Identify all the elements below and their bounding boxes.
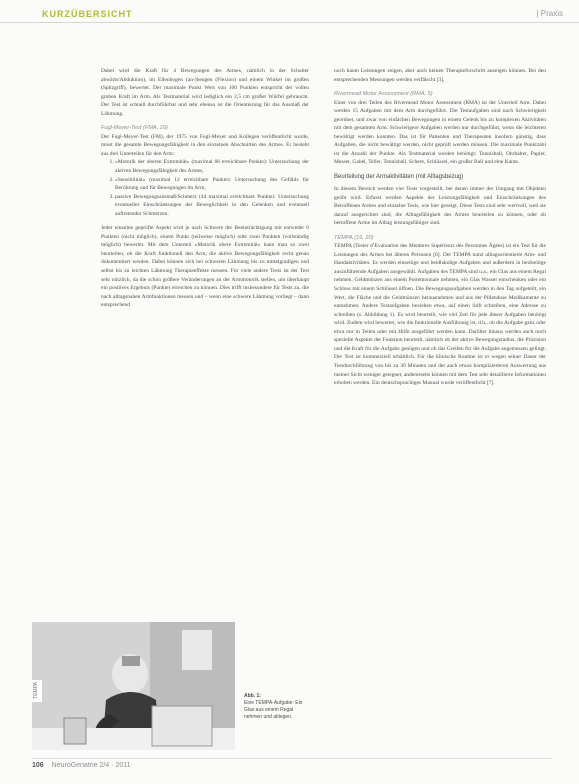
- list-item: 3. passive Bewegungsausmaß/Schmerz (44 maximal erreichbare Punkte): Untersuchung eventueller Einschränkungen der Beweglichkeit in den Gelenken und eventuell auftretender Schmerzen.: [115, 193, 309, 219]
- page-footer: [32, 762, 131, 769]
- figure-caption: [244, 693, 306, 721]
- left-paragraph-3: Jeder einzelne geprüfte Aspekt wird je nach Schwere der Beeinträchtigung mit entweder 0 Punkten (nicht möglich), einem Punkt (teilweise möglich) oder zwei Punkten (vollständig möglich) bewertet. Mit dem Unterteil »Motorik obere Extremität« kann man so zwei beurteilen, ob die Kraft funktionell den Arm, die aktive Bewegungsfähigkeit recht genau dokumentiert werden. Dabei können sich bei schweren Lähmung bis zu mittelgradigen und selbst bis zu leichten Lähmung Therapieeffekte messen. Für viele andere Tests ist der Test sehr nützlich, da die schon größere Veränderungen an der Armmotorik stellen, um überhaupt ein positives Ergebnis (Punkte) erreichen zu können. Dies trifft insbesondere für Tests zu, die nach alltagsnahen Armfunktionen messen und – wenn eine schwere Lähmung vorliegt – dann entsprechend: [101, 225, 309, 309]
- section-label: | Praxis: [536, 9, 563, 18]
- photo-illustration: [32, 622, 235, 750]
- list-item: 2. »Sensibilität« (maximal 12 erreichbare Punkte): Untersuchung des Gefühls für Berührung und für Bewegungen im Arm,: [115, 176, 309, 193]
- header-divider: [0, 22, 579, 23]
- left-paragraph-2: Der Fugl-Meyer-Test (FM), der 1975 von Fugl-Meyer und Kollegen veröffentlicht wurde, misst die gesamte Bewegungsfähigkeit in den einzelnen Abschnitten des Armes. Er besteht aus drei Unterteilen für den Arm:: [101, 133, 309, 157]
- photo-side-text: TEMPA: [33, 682, 39, 699]
- page-number: 106: [32, 762, 44, 769]
- journal-name: NeuroGeriatrie 2/4 · 2011: [51, 762, 131, 769]
- right-paragraph-2: Einer von drei Teilen des Rivermead Motor Assessment (RMA) ist der Unterteil Arm. Dabei werden 15 Aufgaben mit dem Arm durchgeführt. Die Testaufgaben sind nach Schwierigkeit geordnet, und zwar von einfachen Bewegungen in einem Gelenk bis zu komplexen Aktivitäten mit dem gesamten Arm. Schwierigere Aufgaben werden nur durchgeführt, wenn die leichteren bewältigt werden konnten. Das ist für Patienten und Therapeuten insofern günstig, dass Aufgaben, die nicht bewältigt werden, nicht geprüft werden müssen. Die maximale Punktzahl ist die Anzahl der Punkte. Als Testmaterial werden benötigt: Tennisball, Ohrhalter, Papier, Messer, Gabel, Teller, Tennisball, Schere, Schlüssel, ein großer Ball und eine Kante.: [334, 99, 546, 166]
- caption-text: Eine TEMPA-Aufgabe: Ein Glas aus einem Regal nehmen und ablegen.: [244, 700, 303, 720]
- right-subheading-tempa: TEMPA (19, 20): [334, 234, 374, 241]
- right-paragraph-1: noch kaum Leistungen zeigen, aber auch keinen Therapieforschritt anzeigen können. Bei den entsprechenden Messungen werden verfälscht [3].: [334, 68, 546, 83]
- right-column: [334, 67, 546, 388]
- right-paragraph-4: TEMPA (Tester d’Evaluation des Membres Supérieurs des Personnes Âgées) ist ein Test für die Leistungen des Armes bei älteren Personen [6]. Der TEMPA nutzt alltagsorientierte Arm- und Handaktivitäten. Es werden einseitige und beidhändige Aufgaben und außerdem in beidseitige auszuführende Aufgaben ausgewählt. Aufgaben des TEMPA sind u.a., ein Glas aus einem Regal nehmen, Geldmünzen aus einem Portemonnaie nehmen, ein Glas Wasser einschenken oder ein Schloss mit einem Schlüssel öffnen. Die Bewegungsaufgaben werden in den Tag aufgeteilt, ein Wert, die Fläche und die Geldmünzen herausnehmen und aus der Pillendose Medikamente zu entnehmen. Andere Testaufgaben beziehen etwa, auf einen Stift schreiben, eine Adresse zu schreiben (s. Abbildung 1). Es wird beurteilt, wie viel Zeit für jede dieser Aufgaben benötigt wird. Zudem wird bewertet, wie die funktionelle Ausführung ist, d.h., ob die Aufgabe ganz oder etwa nur in Teilen oder mit Hilfe ausgeführt werden kann. Darüber hinaus werden auch noch spezielle Aspekte der Funktion beurteilt, nämlich ob der aktive Bewegungsradius, die Präzision und die Kraft für die Aufgabe genügen und ob das Greifen für die Aufgabe angemessen gelingt. Der Test ist kommerziell erhältlich. Für die klinische Routine ist er wegen seiner Dauer der Testdurchführung von bis zu 30 Minuten und der auch etwas komplizierteren Auswertung aus meiner Sicht weniger geeignet, andererseits können mit dem Test sehr detaillierte Informationen erhoben werden. Ein deutschsprachiges Manual wurde veröffentlicht [7].: [334, 243, 546, 387]
- caption-title: Abb. 1:: [244, 693, 261, 699]
- right-subheading-rivermead: Rivermead Motor Assessment (RMA, 5): [334, 91, 433, 98]
- photo-side-label: [32, 680, 42, 702]
- figure-photo: [32, 622, 235, 750]
- left-subheading-fugl-meyer: Fugl-Meyer-Test (FMA, 29): [101, 125, 168, 132]
- right-section-heading: Beurteilung der Armaktivitäten (mit Alltagsbezug): [334, 174, 464, 181]
- list-item: 1. »Motorik der oberen Extremität« (maximal 66 erreichbare Punkte): Untersuchung der aktiven Bewegungsfähigkeit des Armes,: [115, 158, 309, 175]
- section-title: KURZÜBERSICHT: [42, 9, 133, 19]
- right-paragraph-3: In diesem Bereich werden vier Tests vorgestellt, bei denen immer der Umgang mit Objekten geübt wird. Erfasst werden Aspekte der Leistungsfähigkeit und Einschränkungen des Betroffenen Armes und einzelne Tests, wie hier gezeigt. Diese Tests sind sehr wertvoll, weil sie darauf ausgerichtet sind, die Alltagsfähigkeit des Armes beurteilen zu können, oder ob betroffene Arme im Alltag leistungsfähiger sind.: [334, 186, 546, 227]
- fugl-meyer-parts-list: [101, 158, 309, 218]
- left-paragraph-1: Dabei wird die Kraft für 4 Bewegungen des Armes, nämlich in der Schulter abwärts/Abduktion), im Ellenbogen (an-)beugen (Flexion) und einem Winkel im großen (Spitzgriff), bewertet. Der maximale Punkt Wert von 100 Punkten entspricht der vollen groben Kraft im Arm. Als Testmaterial wird lediglich ein 2,5 cm großer Würfel gebraucht. Der Test ist schnell durchführbar und sehr ebenso ist die Orientierung für das Ausmaß der Lähmung.: [101, 68, 309, 117]
- footer-divider: [32, 758, 552, 759]
- page-header: [0, 0, 579, 30]
- left-column: [101, 67, 309, 310]
